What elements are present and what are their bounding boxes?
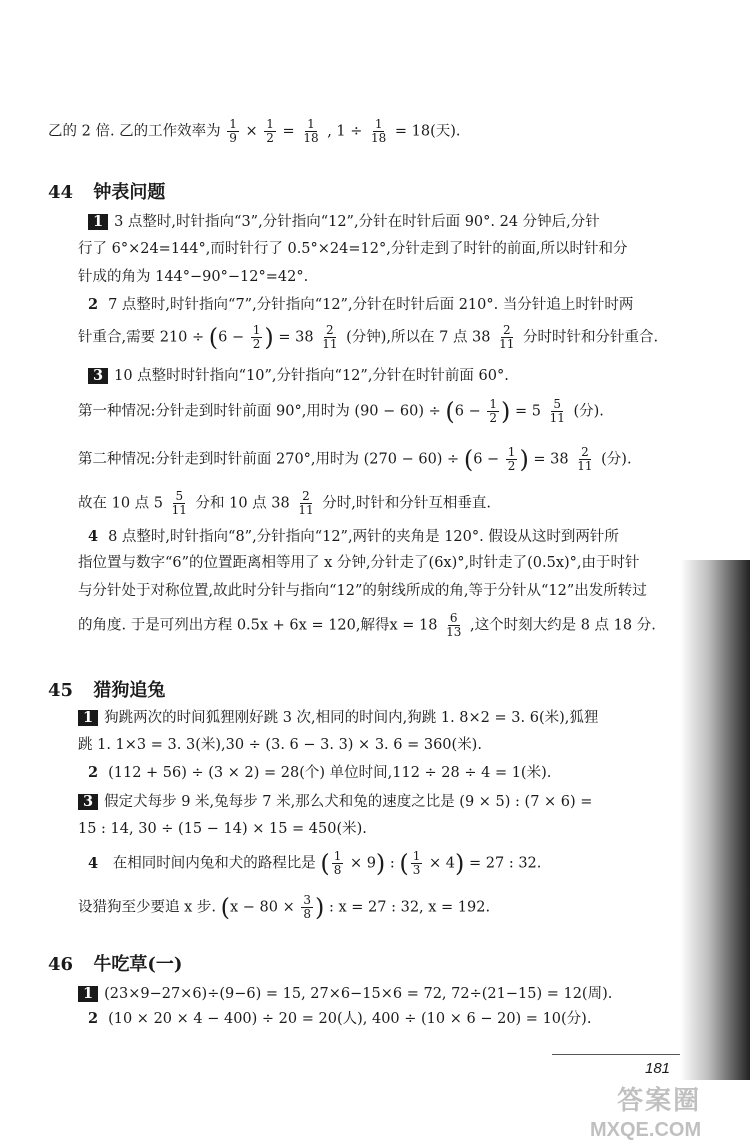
fraction: $\frac{1}{2}$: [266, 117, 274, 146]
answer-44-2-line2: 针重合,需要 210 ÷ (6 − $\frac{1}{2}$ ) = 38 $\frac{2}{11}$ (分钟),所以在 7 点 38 $\frac{2}{11}$ 分时时针和分针重合.: [78, 323, 659, 352]
answer-badge: 3: [88, 368, 108, 384]
answer-44-2-line1: 2 7 点整时,时针指向“7”,分针指向“12”,分针在时针后面 210°. 当分针追上时针时两: [88, 296, 634, 313]
answer-44-1-line3: 针成的角为 144°−90°−12°=42°.: [78, 269, 309, 285]
answer-45-3-line1: 3 假定犬每步 9 米,兔每步 7 米,那么犬和兔的速度之比是 (9 × 5) : (7 × 6) =: [78, 794, 592, 810]
footer-rule: [552, 1054, 680, 1055]
section-46-heading: [48, 956, 182, 974]
section-title: 钟表问题: [93, 182, 166, 203]
fraction: $\frac{1}{2}$: [489, 397, 497, 426]
watermark-logo: 答案圈: [617, 1085, 702, 1115]
answer-45-1-line2: 跳 1. 1×3 = 3. 3(米),30 ÷ (3. 6 − 3. 3) × 3. 6 = 360(米).: [78, 737, 482, 753]
fraction: $\frac{5}{11}$: [171, 489, 187, 518]
fraction: $\frac{2}{11}$: [322, 323, 338, 352]
section-title: 牛吃草(一): [93, 954, 183, 975]
fraction: $\frac{1}{18}$: [303, 117, 319, 146]
answer-44-4-line4: 的角度. 于是可列出方程 0.5x + 6x = 120,解得x = 18 $\frac{6}{13}$ ,这个时刻大约是 8 点 18 分.: [78, 611, 656, 640]
section-number: 44: [48, 182, 74, 203]
answer-number: 4: [88, 528, 99, 545]
page-edge-shadow: [680, 560, 750, 1080]
fraction: $\frac{1}{9}$: [229, 117, 237, 146]
answer-46-1-line1: 1 (23×9−27×6)÷(9−6) = 15, 27×6−15×6 = 72, 72÷(21−15) = 12(周).: [78, 986, 612, 1002]
answer-44-1-line1: 1 3 点整时,时针指向“3”,分针指向“12”,分针在时针后面 90°. 24 分钟后,分针: [88, 214, 600, 230]
answer-45-4-line2: 设猎狗至少要追 x 步. (x − 80 × $\frac{3}{8}$ ) : x = 27 : 32, x = 192.: [78, 893, 491, 922]
fraction: $\frac{1}{2}$: [507, 445, 516, 474]
watermark-url: MXQE.COM: [590, 1119, 702, 1141]
intro-line: 乙的 2 倍. 乙的工作效率为 $\frac{1}{9}$ × $\frac{1}{2}$ = $\frac{1}{18}$ , 1 ÷ $\frac{1}{18}$ = 18(天).: [48, 117, 461, 146]
answer-44-4-line1: 4 8 点整时,时针指向“8”,分针指向“12”,两针的夹角是 120°. 假设从这时到两针所: [88, 528, 619, 545]
answer-45-4-line1: 4 在相同时间内兔和犬的路程比是 ( $\frac{1}{8}$ × 9) : ( $\frac{1}{3}$ × 4) = 27 : 32.: [88, 849, 542, 878]
fraction: $\frac{2}{11}$: [499, 323, 515, 352]
answer-46-2-line1: 2 (10 × 20 × 4 − 400) ÷ 20 = 20(人), 400 ÷ (10 × 6 − 20) = 10(分).: [88, 1010, 592, 1027]
answer-44-4-line2: 指位置与数字“6”的位置距离相等用了 x 分钟,分针走了(6x)°,时针走了(0.5x)°,由于时针: [78, 555, 640, 571]
answer-badge: 1: [78, 986, 98, 1002]
answer-number: 2: [88, 296, 99, 313]
answer-badge: 1: [78, 710, 98, 726]
fraction: $\frac{1}{8}$: [333, 849, 342, 878]
answer-44-3-line1: 3 10 点整时时针指向“10”,分针指向“12”,分针在时针前面 60°.: [88, 368, 509, 384]
answer-44-3-line3: 第二种情况:分针走到时针前面 270°,用时为 (270 − 60) ÷ (6 − $\frac{1}{2}$ ) = 38 $\frac{2}{11}$ (分).: [78, 445, 632, 474]
fraction: $\frac{3}{8}$: [303, 893, 312, 922]
answer-44-1-line2: 行了 6°×24=144°,而时针行了 0.5°×24=12°,分针走到了时针的前面,所以时针和分: [78, 241, 628, 257]
fraction: $\frac{6}{13}$: [446, 611, 462, 640]
answer-number: 4: [88, 854, 99, 872]
section-number: 46: [48, 954, 74, 975]
fraction: $\frac{5}{11}$: [549, 397, 565, 426]
answer-badge: 3: [78, 794, 98, 810]
answer-number: 2: [88, 1010, 99, 1027]
section-45-heading: [48, 682, 165, 700]
answer-badge: 1: [88, 214, 108, 230]
answer-44-3-line4: 故在 10 点 5 $\frac{5}{11}$ 分和 10 点 38 $\frac{2}{11}$ 分时,时针和分针互相垂直.: [78, 489, 491, 518]
fraction: $\frac{2}{11}$: [298, 489, 314, 518]
answer-45-1-line1: 1 狗跳两次的时间狐狸刚好跳 3 次,相同的时间内,狗跳 1. 8×2 = 3. 6(米),狐狸: [78, 710, 598, 726]
answer-44-3-line2: 第一种情况:分针走到时针前面 90°,用时为 (90 − 60) ÷ (6 − $\frac{1}{2}$ ) = 5 $\frac{5}{11}$ (分).: [78, 397, 604, 426]
page-number: 181: [645, 1060, 671, 1077]
watermark: [590, 1080, 701, 1142]
answer-number: 2: [88, 764, 99, 781]
fraction: $\frac{2}{11}$: [577, 445, 593, 474]
fraction: $\frac{1}{2}$: [252, 323, 261, 352]
section-44-heading: [48, 184, 165, 202]
fraction: $\frac{1}{18}$: [371, 117, 387, 146]
fraction: $\frac{1}{3}$: [412, 849, 421, 878]
answer-44-4-line3: 与分针处于对称位置,故此时分针与指向“12”的射线所成的角,等于分针从“12”出发所转过: [78, 583, 647, 599]
intro-text: 乙的 2 倍. 乙的工作效率为: [48, 123, 221, 140]
section-title: 猎狗追兔: [93, 680, 166, 701]
section-number: 45: [48, 680, 74, 701]
answer-45-3-line2: 15 : 14, 30 ÷ (15 − 14) × 15 = 450(米).: [78, 821, 367, 837]
answer-45-2-line1: 2 (112 + 56) ÷ (3 × 2) = 28(个) 单位时间,112 ÷ 28 ÷ 4 = 1(米).: [88, 764, 552, 781]
